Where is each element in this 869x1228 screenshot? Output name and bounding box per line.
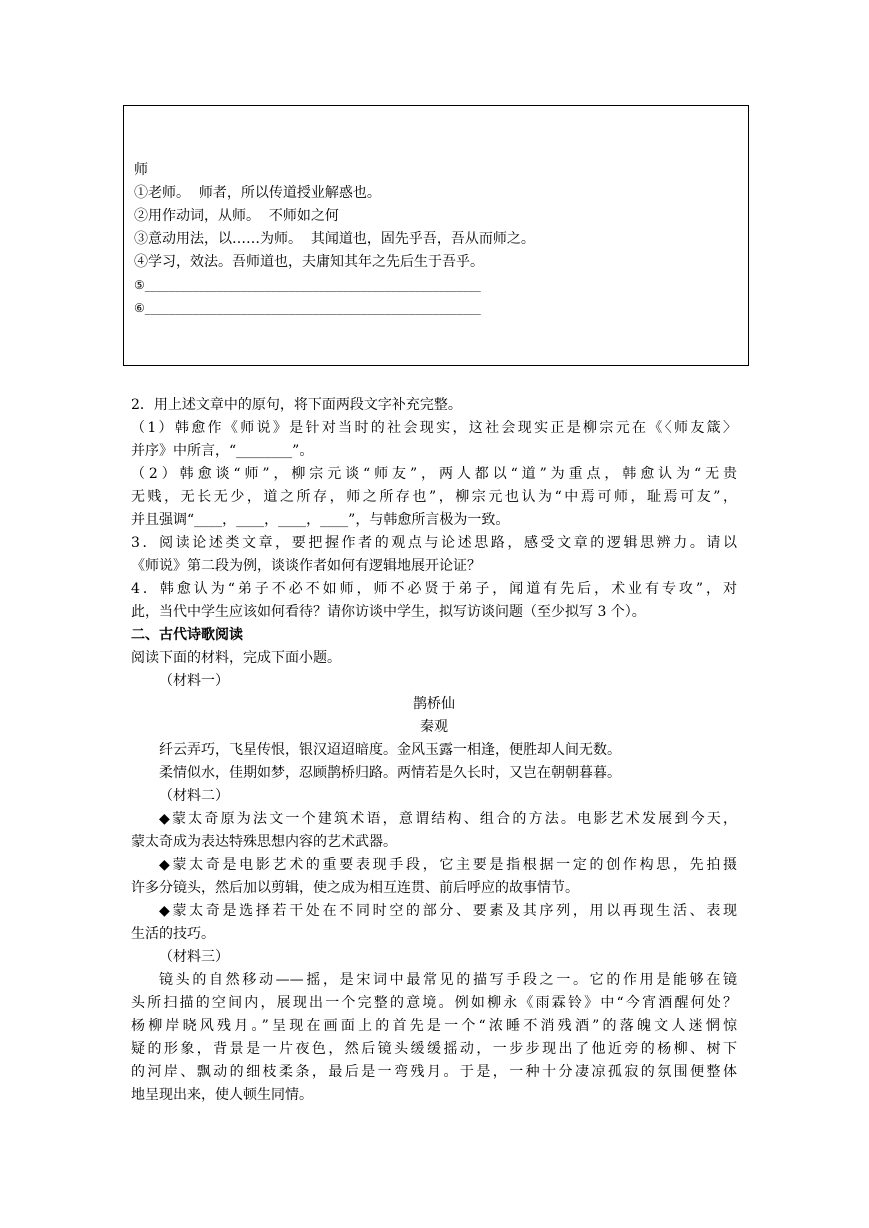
material-2-bullet-1-line-2: 蒙太奇成为表达特殊思想内容的艺术武器。 <box>131 834 397 850</box>
question-2-part-1-line-1: （1）韩愈作《师说》是针对当时的社会现实，这社会现实正是柳宗元在《〈师友箴〉 <box>131 420 737 436</box>
box-item-3: ③意动用法，以……为师。 其闻道也，固先乎吾，吾从而师之。 <box>134 231 535 247</box>
material-2-bullet-1-line-1: ◆蒙太奇原为法文一个建筑术语，意谓结构、组合的方法。电影艺术发展到今天， <box>159 811 737 827</box>
box-item-1: ①老师。 师者，所以传道授业解惑也。 <box>134 185 381 201</box>
box-item-6-blank: ⑥________________________________________________________ <box>134 301 481 315</box>
material-1-label: （材料一） <box>159 673 229 689</box>
question-2-title: 2．用上述文章中的原句，将下面两段文字补充完整。 <box>131 397 462 413</box>
question-4-line-1: 4．韩愈认为“弟子不必不如师，师不必贤于弟子，闻道有先后，术业有专攻”，对 <box>131 581 737 597</box>
material-3-line-6: 地呈现出来，使人顿生同情。 <box>131 1087 313 1103</box>
box-item-2: ②用作动词，从师。 不师如之何 <box>134 208 339 224</box>
definition-box <box>123 105 749 366</box>
poem-line-1: 纤云弄巧，飞星传恨，银汉迢迢暗度。金风玉露一相逢，便胜却人间无数。 <box>159 742 621 758</box>
box-heading: 师 <box>134 162 148 178</box>
material-2-bullet-2-line-2: 许多分镜头，然后加以剪辑，使之成为相互连贯、前后呼应的故事情节。 <box>131 880 579 896</box>
material-3-line-3: 杨柳岸晓风残月。”呈现在画面上的首先是一个“浓睡不消残酒”的落魄文人迷惘惊 <box>131 1018 737 1034</box>
box-item-4: ④学习，效法。吾师道也，夫庸知其年之先后生于吾乎。 <box>134 254 484 270</box>
box-item-5-blank: ⑤________________________________________________________ <box>134 278 481 292</box>
question-4-line-2: 此，当代中学生应该如何看待？请你访谈中学生，拟写访谈问题（至少拟写 3 个）。 <box>131 604 646 620</box>
material-2-label: （材料二） <box>159 788 229 804</box>
material-3-line-2: 头所扫描的空间内，展现出一个完整的意境。例如柳永《雨霖铃》中“今宵酒醒何处？ <box>131 995 737 1011</box>
section-2-heading: 二、古代诗歌阅读 <box>131 627 243 643</box>
section-2-instruction: 阅读下面的材料，完成下面小题。 <box>131 650 341 666</box>
poem-title: 鹊桥仙 <box>413 696 455 712</box>
material-2-bullet-3-line-2: 生活的技巧。 <box>131 926 215 942</box>
material-3-line-5: 的河岸、飘动的细枝柔条，最后是一弯残月。于是，一种十分凄凉孤寂的氛围便整体 <box>131 1064 737 1080</box>
question-2-part-1-line-2: 并序》中所言，“________”。 <box>131 443 314 459</box>
material-3-label: （材料三） <box>159 949 229 965</box>
question-2-part-2-line-2: 无贱，无长无少，道之所存，师之所存也”，柳宗元也认为“中焉可师，耻焉可友”， <box>131 489 737 505</box>
poem-author: 秦观 <box>420 719 448 735</box>
material-3-line-4: 疑的形象，背景是一片夜色，然后镜头缓缓摇动，一步步现出了他近旁的杨柳、树下 <box>131 1041 737 1057</box>
question-2-part-2-line-1: （2）韩愈谈“师”，柳宗元谈“师友”，两人都以“道”为重点，韩愈认为“无贵 <box>131 466 737 482</box>
poem-line-2: 柔情似水，佳期如梦，忍顾鹊桥归路。两情若是久长时，又岂在朝朝暮暮。 <box>159 765 621 781</box>
question-2-part-2-line-3: 并且强调“____，____，____，____”，与韩愈所言极为一致。 <box>131 512 510 528</box>
material-2-bullet-2-line-1: ◆蒙太奇是电影艺术的重要表现手段，它主要是指根据一定的创作构思，先拍摄 <box>159 857 737 873</box>
question-3-line-2: 《师说》第二段为例，谈谈作者如何有逻辑地展开论证？ <box>131 558 481 574</box>
question-3-line-1: 3．阅读论述类文章，要把握作者的观点与论述思路，感受文章的逻辑思辨力。请以 <box>131 535 737 551</box>
material-3-line-1: 镜头的自然移动——摇，是宋词中最常见的描写手段之一。它的作用是能够在镜 <box>159 972 737 988</box>
material-2-bullet-3-line-1: ◆蒙太奇是选择若干处在不同时空的部分、要素及其序列，用以再现生活、表现 <box>159 903 737 919</box>
